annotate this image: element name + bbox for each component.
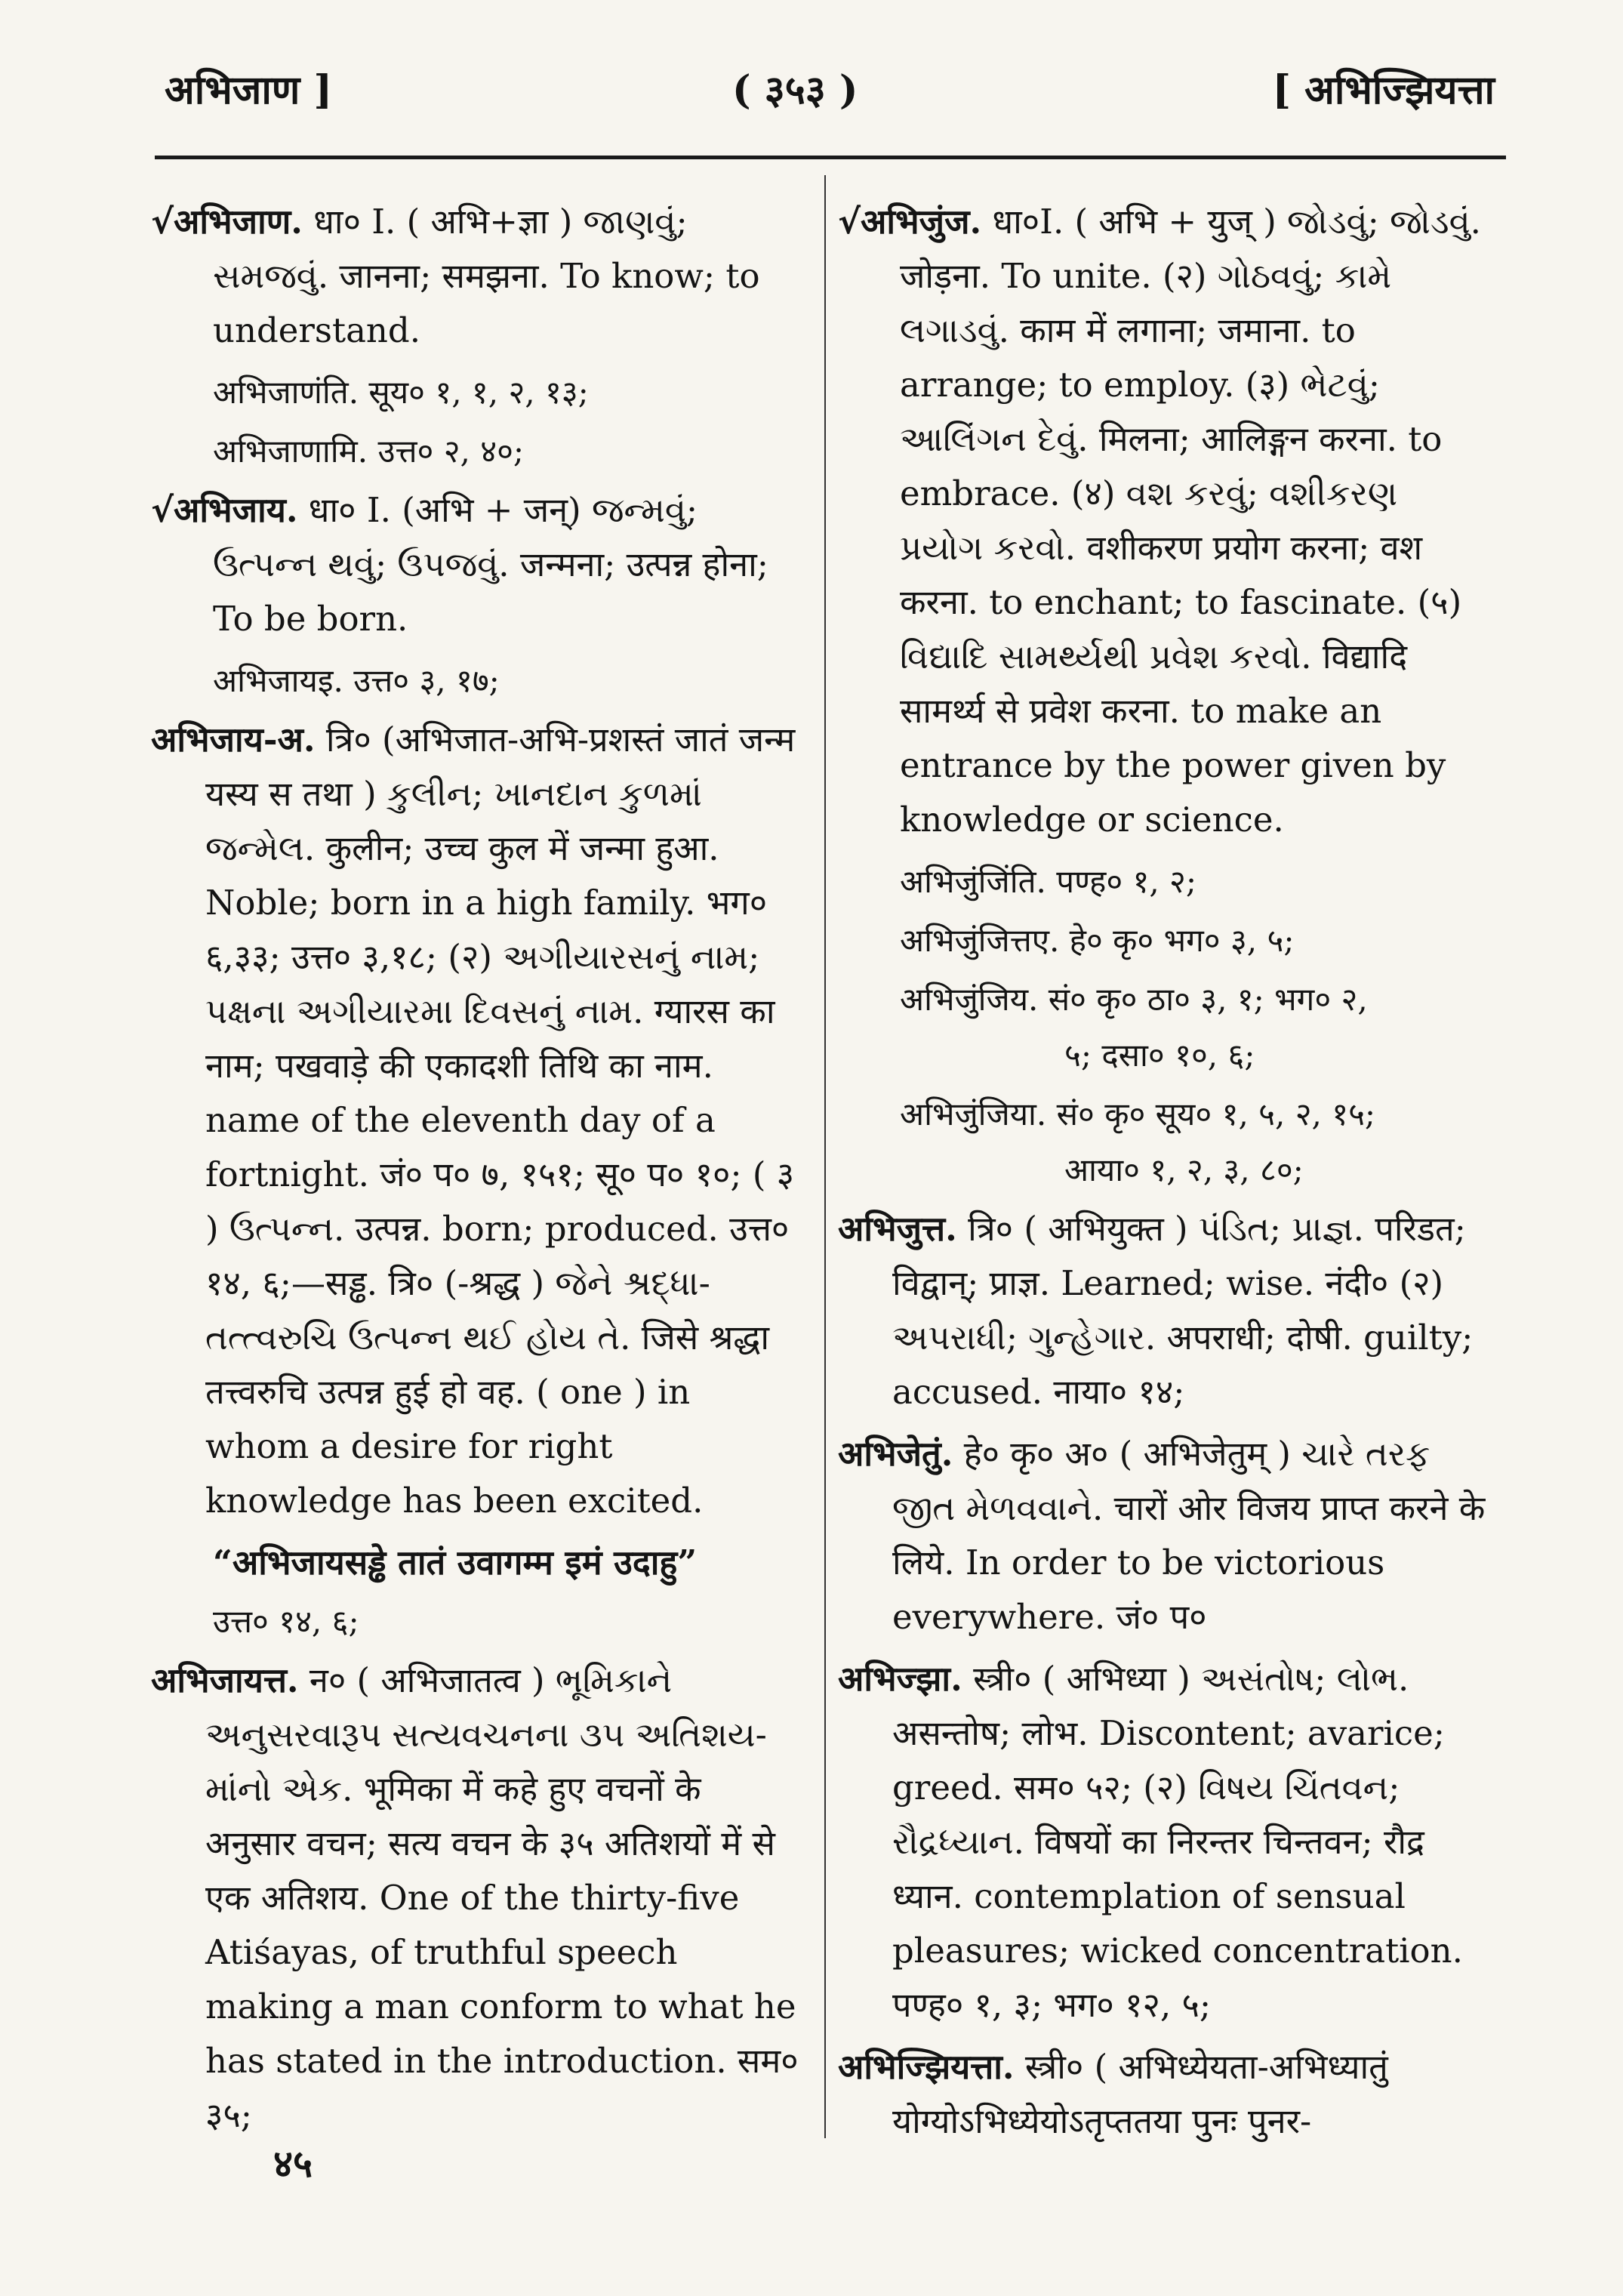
entry-headword: अभिज्झा. — [838, 1659, 962, 1699]
entry-headword: अभिजाय. — [174, 490, 298, 530]
dictionary-entry — [838, 195, 1487, 847]
entry-definition: स्त्री० ( अभिध्या ) અસંતોષ; લોભ. असन्तोष; लोभ. Discontent; avarice; greed. सम० ५२; (२) વિષય ચિંતવન; રૌદ્રધ્યાન. विषयों का निरन्तर चिन्तवन; रौद्र ध्यान. contemplation of sensual pleasures; wicked concentration. पण्ह० १, ३; भग० १२, ५; — [892, 1659, 1463, 2025]
dictionary-entry — [151, 713, 800, 1528]
right-column — [838, 195, 1487, 2156]
dictionary-entry — [838, 1652, 1487, 2032]
entry-definition: त्रि० (अभिजात-अभि-प्रशस्तं जातं जन्म यस्य स तथा ) કુલીન; ખાનદાન કુળમાં જન્મેલ. कुलीन; उच्च कुल में जन्मा हुआ. Noble; born in a high family. भग० ६,३३; उत्त० ३,१८; (२) અગીયારસનું નામ; પક્ષના અગીયારમા દિવસનું નામ. ग्यारस का नाम; पखवाड़े की एकादशी तिथि का नाम. name of the eleventh day of a fortnight. जं० प० ७, १५१; सू० प० १०; ( ३ ) ઉત્પન્ન. उत्पन्न. born; produced. उत्त० १४, ६;—सड्ढ. त्रि० (-श्रद्ध ) જેને શ્રદ્ધા-તત્ત્વરુચિ ઉત્પન્ન થઈ હોય તે. जिसे श्रद्धा तत्त्वरुचि उत्पन्न हुई हो वह. ( one ) in whom a desire for right knowledge has been excited. — [205, 720, 796, 1521]
entry-reference: अभिजाणामि. उत्त० २, ४०; — [213, 433, 525, 470]
entry-reference: ५; दसा० १०, ६; — [1064, 1037, 1255, 1074]
entry-reference: अभिजाणंति. सूय० १, १, २, १३; — [213, 374, 589, 411]
checkmark-icon: √ — [838, 202, 861, 242]
dictionary-entry — [838, 2040, 1487, 2149]
entry-headword: अभिजाण. — [174, 202, 303, 242]
entry-definition: त्रि० ( अभियुक्त ) પંડિત; પ્રાજ્ઞ. परिडत; विद्वान्; प्राज्ञ. Learned; wise. नंदी० (२) અપરાધી; ગુન્હેગાર. अपराधी; दोषी. guilty; accused. नाया० १४; — [892, 1209, 1474, 1412]
footer-signature-number: ४५ — [273, 2141, 313, 2186]
entry-reference: अभिजुंजिया. सं० कृ० सूय० १, ५, २, १५; — [900, 1096, 1376, 1133]
left-column — [151, 195, 800, 2150]
entry-reference: अभिजुंजिंति. पण्ह० १, २; — [900, 863, 1197, 900]
entry-definition: हे० कृ० अ० ( अभिजेतुम् ) ચારે તરફ જીત મેળવવાને. चारों ओर विजय प्राप्त करने के लिये. In order to be victorious everywhere. जं० प० — [892, 1434, 1486, 1637]
entry-definition: धा०I. ( अभि + युज् ) જોડવું; જોડવું. जोड़ना. To unite. (२) ગોઠવવું; કામે લગાડવું. काम में लगाना; जमाना. to arrange; to employ. (३) ભેટવું; આલિંગન દેવું. मिलना; आलिङ्गन करना. to embrace. (४) વશ કરવું; વશીકરણ પ્રયોગ કરવો. वशीकरण प्रयोग करना; वश करना. to enchant; to fascinate. (५) વિદ્યાદિ સામર્થ્યથી પ્રવેશ કરવો. विद्यादि सामर्थ्य से प्रवेश करना. to make an entrance by the power given by knowledge or science. — [900, 202, 1481, 840]
entry-headword: अभिज्झियत्ता. — [838, 2047, 1015, 2087]
entry-reference: अभिजुंजित्तए. हे० कृ० भग० ३, ५; — [900, 922, 1295, 959]
entry-definition: न० ( अभिजातत्व ) ભૂમિકાને અનુસરવારૂપ સત્યવચનના ૩૫ અતિશય- માંનો એક. भूमिका में कहे हुए वचनों के अनुसार वचन; सत्य वचन के ३५ अतिशयों में से एक अतिशय. One of the thirty-five Atiśayas, of truthful speech making a man conform to what he has stated in the introduction. सम० ३५; — [205, 1660, 799, 2135]
entry-headword: अभिजुंज. — [861, 202, 982, 242]
entry-definition: धा० I. ( अभि+ज्ञा ) જાણવું; સમજવું. जानना; समझना. To know; to understand. — [213, 202, 760, 350]
header-left-guideword: अभिजाण ] — [165, 67, 333, 113]
column-divider — [824, 175, 826, 2138]
entry-definition: धा० I. (अभि + जन्) જન્મવું; ઉત્પન્ન થવું; ઉપજવું. जन्मना; उत्पन्न होना; To be born. — [213, 490, 768, 639]
entry-quotation: “अभिजायसड्ढे तातं उवागम्म इमं उदाहु” — [213, 1542, 698, 1583]
header-right-guideword: [ अभिज्झियत्ता — [1272, 67, 1495, 113]
entry-headword: अभिजेतुं. — [838, 1434, 953, 1474]
entry-definition: स्त्री० ( अभिध्येयता-अभिध्यातुं योग्योऽभिध्येयोऽतृप्ततया पुनः पुनर- — [892, 2047, 1388, 2141]
checkmark-icon: √ — [151, 202, 174, 242]
entry-reference: अभिजायइ. उत्त० ३, १७; — [213, 662, 500, 699]
header-page-number: ( ३५३ ) — [732, 67, 858, 113]
entry-reference: आया० १, २, ३, ८०; — [1064, 1151, 1304, 1188]
dictionary-entry — [151, 195, 800, 358]
entry-headword: अभिजुत्त. — [838, 1209, 957, 1249]
dictionary-entry — [838, 1202, 1487, 1419]
dictionary-entry — [838, 1427, 1487, 1644]
entry-reference: उत्त० १४, ६; — [213, 1603, 359, 1640]
entry-headword: अभिजाय-अ. — [151, 720, 316, 760]
entry-reference: अभिजुंजिय. सं० कृ० ठा० ३, १; भग० २, — [900, 981, 1368, 1018]
dictionary-entry — [151, 483, 800, 646]
checkmark-icon: √ — [151, 490, 174, 530]
dictionary-entry — [151, 1653, 800, 2143]
entry-headword: अभिजायत्त. — [151, 1660, 299, 1700]
header-rule — [155, 156, 1506, 159]
